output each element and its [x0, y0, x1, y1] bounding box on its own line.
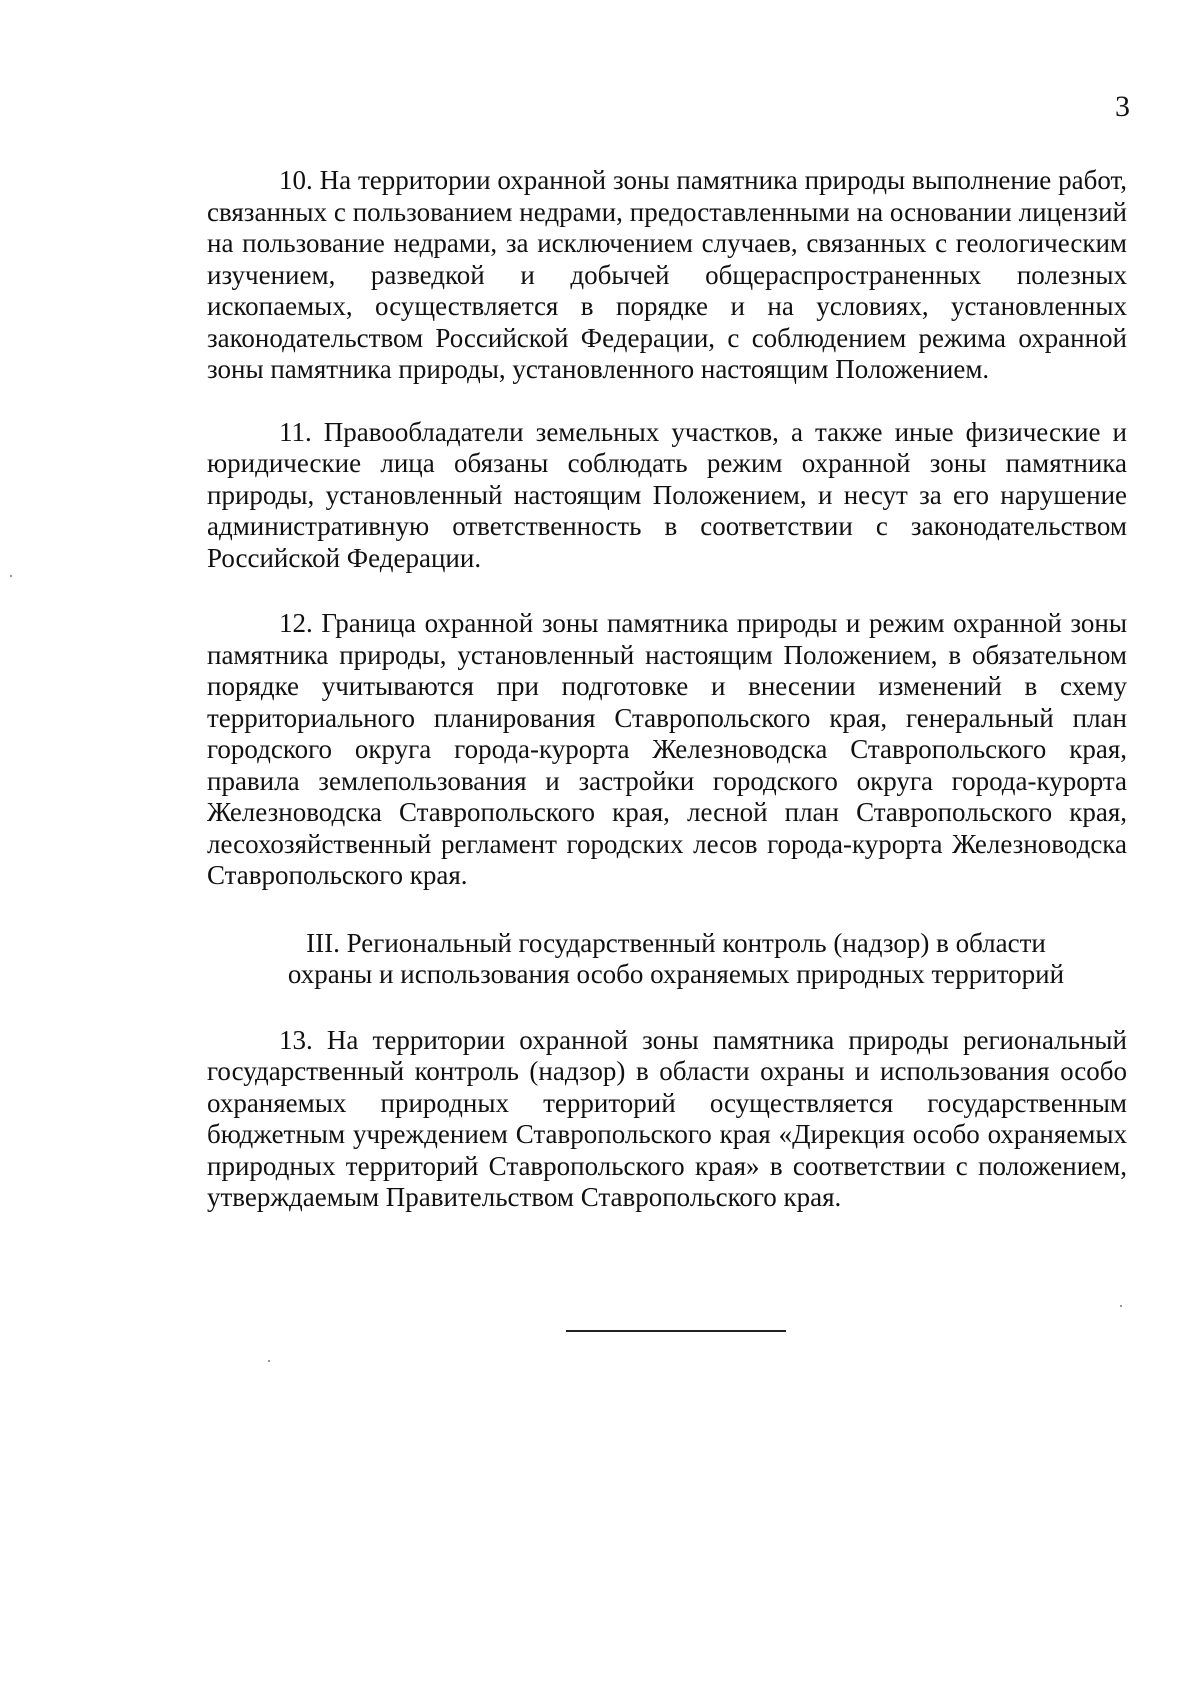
section-heading-line-1: III. Региональный государственный контроль (надзор) в области — [306, 927, 1046, 958]
page-number: 3 — [1115, 90, 1130, 123]
paragraph-12: 12. Граница охранной зоны памятника природы и режим охранной зоны памятника природы, установленный настоящим Положением, в обязательном порядке учитываются при подготовке и внесении изменений в схему территориального планирования Ставропольского края, генеральный план городского округа города-курорта Железноводска Ставропольского края, правила землепользования и застройки городского округа города-курорта Железноводска Ставропольского края, лесной план Ставропольского края, лесохозяйственный регламент городских лесов города-курорта Железноводска Ставропольского края. — [207, 608, 1127, 890]
paragraph-10: 10. На территории охранной зоны памятника природы выполнение работ, связанных с пользованием недрами, предоставленными на основании лицензий на пользование недрами, за исключением случаев, связанных с геологическим изучением, разведкой и добычей общераспространенных полезных ископаемых, осуществляется в порядке и на условиях, установленных законодательством Российской Федерации, с соблюдением режима охранной зоны памятника природы, установленного настоящим Положением. — [207, 165, 1127, 384]
scan-speck — [268, 1360, 270, 1362]
scan-speck — [10, 575, 12, 577]
document-body — [207, 165, 1127, 1214]
section-heading — [207, 928, 1127, 991]
closing-rule-divider — [566, 1330, 786, 1332]
section-heading-line-2: охраны и использования особо охраняемых природных территорий — [287, 959, 1065, 989]
paragraph-11: 11. Правообладатели земельных участков, а также иные физические и юридические лица обязаны соблюдать режим охранной зоны памятника природы, установленный настоящим Положением, и несут за его нарушение административную ответственность в соответствии с законодательством Российской Федерации. — [207, 416, 1127, 573]
paragraph-13: 13. На территории охранной зоны памятника природы региональный государственный контроль (надзор) в области охраны и использования особо охраняемых природных территорий осуществляется государственным бюджетным учреждением Ставропольского края «Дирекция особо охраняемых природных территорий Ставропольского края» в соответствии с положением, утверждаемым Правительством Ставропольского края. — [207, 1024, 1127, 1212]
scan-speck — [1120, 1305, 1122, 1307]
